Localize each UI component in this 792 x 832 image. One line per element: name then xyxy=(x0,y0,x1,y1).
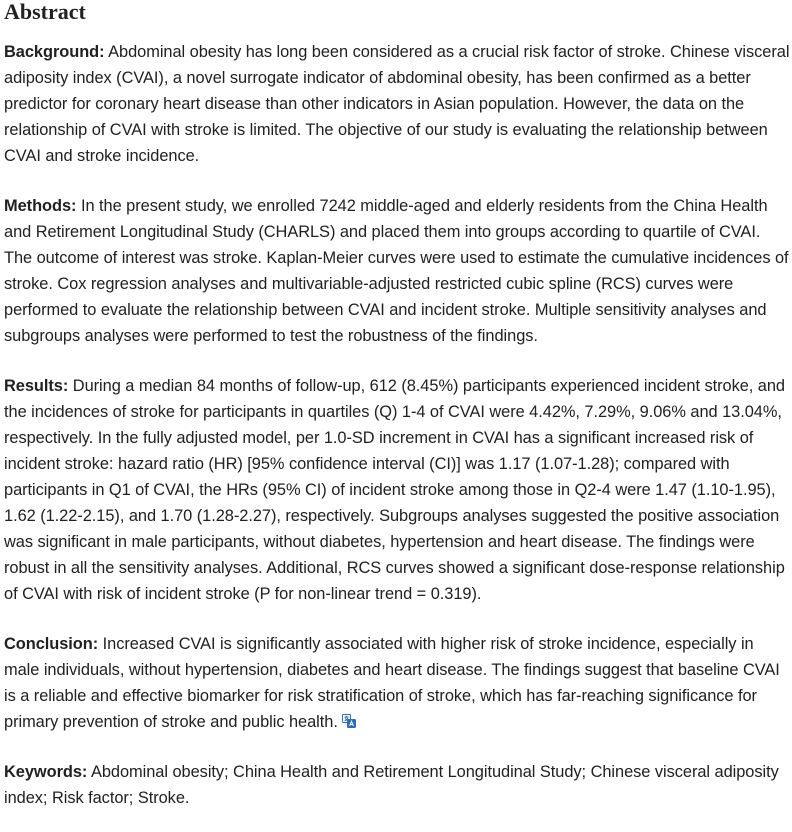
results-label: Results: xyxy=(4,377,69,395)
methods-text: In the present study, we enrolled 7242 middle-aged and elderly residents from the China Health and Retirement Longitudinal Study (CHARLS) and placed them into groups according to quartile of CVAI. The outcome of interest was stroke. Kaplan-Meier curves were used to estimate the cumulative incidences of stroke. Cox regression analyses and multivariable-adjusted restricted cubic spline (RCS) curves were performed to evaluate the relationship between CVAI and incident stroke. Multiple sensitivity analyses and subgroups analyses were performed to test the robustness of the findings. xyxy=(4,197,789,345)
conclusion-label: Conclusion: xyxy=(4,635,99,653)
background-label: Background: xyxy=(4,43,105,61)
abstract-conclusion xyxy=(4,631,790,735)
background-text: Abdominal obesity has long been considered as a crucial risk factor of stroke. Chinese visceral adiposity index (CVAI), a novel surrogate indicator of abdominal obesity, has been confirmed as a better predictor for coronary heart disease than other indicators in Asian population. However, the data on the relationship of CVAI with stroke is limited. The objective of our study is evaluating the relationship between CVAI and stroke incidence. xyxy=(4,43,790,165)
abstract-container xyxy=(4,0,790,811)
keywords-text: Abdominal obesity; China Health and Retirement Longitudinal Study; Chinese visceral adiposity index; Risk factor; Stroke. xyxy=(4,763,779,807)
abstract-heading: Abstract xyxy=(4,0,86,24)
translate-icon[interactable] xyxy=(342,710,356,724)
results-text: During a median 84 months of follow-up, 612 (8.45%) participants experienced incident stroke, and the incidences of stroke for participants in quartiles (Q) 1-4 of CVAI were 4.42%, 7.29%, 9.06% and 13.04%, respectively. In the fully adjusted model, per 1.0-SD increment in CVAI has a significant increased risk of incident stroke: hazard ratio (HR) [95% confidence interval (CI)] was 1.17 (1.07-1.28); compared with participants in Q1 of CVAI, the HRs (95% CI) of incident stroke among those in Q2-4 were 1.47 (1.10-1.95), 1.62 (1.22-2.15), and 1.70 (1.28-2.27), respectively. Subgroups analyses suggested the positive association was significant in male participants, without diabetes, hypertension and heart disease. The findings were robust in all the sensitivity analyses. Additional, RCS curves showed a significant dose-response relationship of CVAI with risk of incident stroke (P for non-linear trend = 0.319). xyxy=(4,377,785,603)
abstract-background xyxy=(4,39,790,169)
methods-label: Methods: xyxy=(4,197,77,215)
keywords-label: Keywords: xyxy=(4,763,88,781)
abstract-results xyxy=(4,373,790,607)
abstract-keywords xyxy=(4,759,790,811)
conclusion-text: Increased CVAI is significantly associated with higher risk of stroke incidence, especially in male individuals, without hypertension, diabetes and heart disease. The findings suggest that baseline CVAI is a reliable and effective biomarker for risk stratification of stroke, which has far-reaching significance for primary prevention of stroke and public health. xyxy=(4,635,780,731)
abstract-methods xyxy=(4,193,790,349)
